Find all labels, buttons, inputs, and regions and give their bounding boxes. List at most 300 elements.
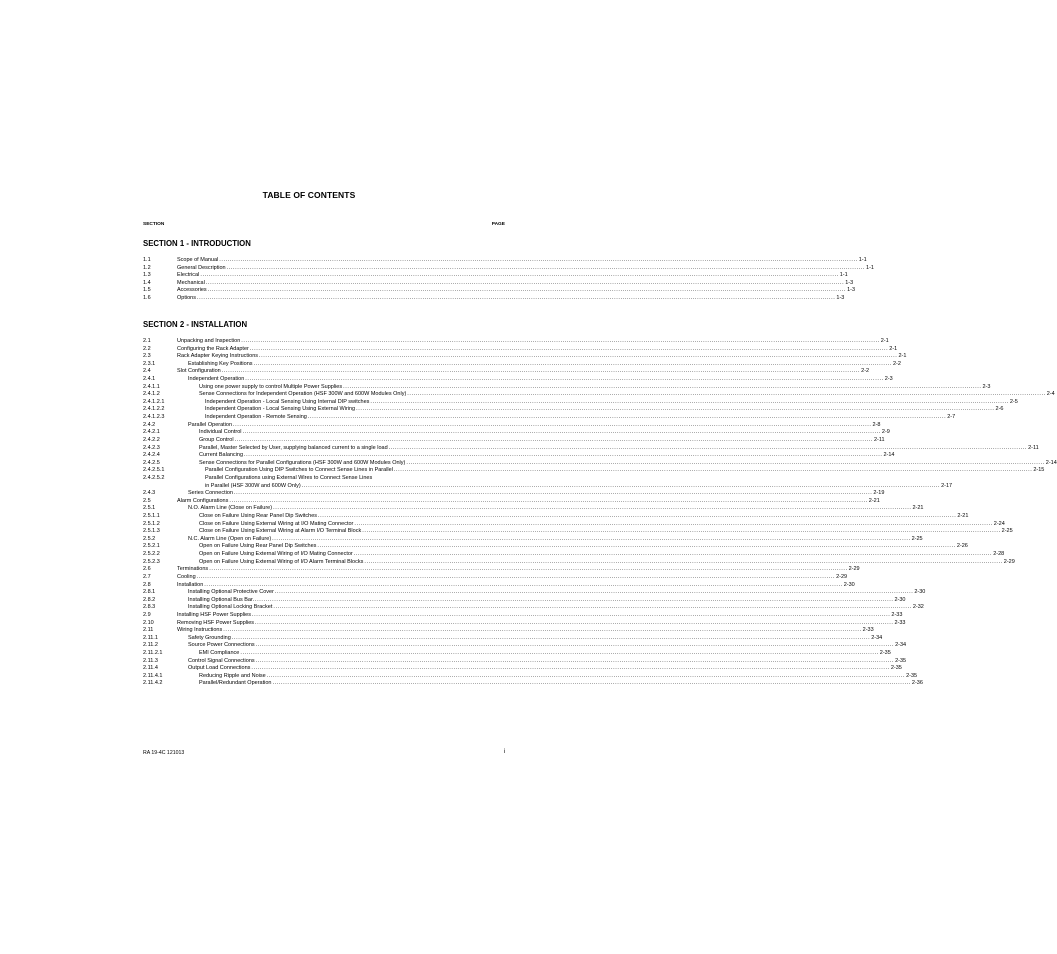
entry-title: Cooling	[177, 573, 196, 580]
toc-entry[interactable]	[143, 513, 969, 521]
entry-page: 1-1	[866, 264, 874, 271]
dot-leader: ............................................................................................................................................................................................................................................................................................................	[273, 604, 912, 611]
entry-title: in Parallel (HSF 300W and 600W Only)	[205, 482, 301, 489]
entry-number: 2.5.1	[143, 505, 156, 512]
dot-leader: ............................................................................................................................................................................................................................................................................................................	[196, 573, 836, 580]
entry-leader-line	[205, 482, 953, 491]
dot-leader: ............................................................................................................................................................................................................................................................................................................	[343, 383, 982, 390]
section-1-heading: SECTION 1 - INTRODUCTION	[143, 239, 251, 248]
entry-title: Unpacking and Inspection	[177, 338, 241, 344]
entry-leader-line	[199, 383, 991, 392]
dot-leader: ............................................................................................................................................................................................................................................................................................................	[226, 264, 866, 271]
entry-leader-line	[177, 611, 903, 620]
entry-title: Rack Adapter Keying Instructions	[177, 353, 259, 360]
entry-page: 2-9	[881, 429, 890, 436]
entry-leader-line	[177, 566, 860, 574]
entry-leader-line	[199, 528, 1013, 536]
dot-leader: ............................................................................................................................................................................................................................................................................................................	[233, 490, 873, 497]
entry-number: 2.4.1.2.2	[143, 406, 165, 413]
dot-leader: ............................................................................................................................................................................................................................................................................................................	[362, 528, 1001, 535]
entry-number: 2.8.1	[143, 589, 156, 596]
entry-page: 2-36	[911, 680, 923, 687]
toc-entry[interactable]	[143, 353, 907, 361]
toc-entry[interactable]	[143, 287, 856, 295]
entry-page: 2-21	[912, 505, 924, 512]
dot-leader: ............................................................................................................................................................................................................................................................................................................	[266, 672, 906, 679]
entry-page: 2-29	[836, 573, 848, 580]
dot-leader: ............................................................................................................................................................................................................................................................................................................	[272, 680, 911, 687]
dot-leader: ............................................................................................................................................................................................................................................................................................................	[272, 535, 911, 542]
page-column-header: PAGE	[491, 222, 505, 227]
entry-number: 2.8.2	[143, 596, 156, 603]
dot-leader: ............................................................................................................................................................................................................................................................................................................	[353, 551, 993, 558]
dot-leader: ............................................................................................................................................................................................................................................................................................................	[240, 649, 879, 656]
entry-page: 1-1	[839, 272, 848, 279]
entry-number: 2.4.1.2.1	[143, 398, 165, 405]
entry-number: 2.4.1	[143, 376, 156, 383]
dot-leader: ............................................................................................................................................................................................................................................................................................................	[233, 421, 872, 428]
entry-title: Close on Failure Using External Wiring at I/O Mating Connector	[199, 520, 354, 527]
entry-number: 2.8.3	[143, 604, 156, 611]
toc-entry[interactable]	[143, 528, 1013, 536]
toc-entry[interactable]	[143, 558, 1015, 567]
entry-title: Installing HSF Power Supplies	[177, 611, 251, 618]
entry-title: Parallel/Redundant Operation	[199, 680, 272, 687]
toc-entry[interactable]	[143, 596, 906, 605]
entry-number: 2.7	[143, 573, 151, 580]
entry-title: Alarm Configurations	[177, 497, 229, 504]
toc-entry[interactable]	[143, 566, 860, 574]
entry-title: Installation	[177, 581, 204, 588]
dot-leader: ............................................................................................................................................................................................................................................................................................................	[249, 345, 889, 352]
page-number: i	[503, 749, 505, 755]
toc-entry[interactable]	[143, 452, 895, 460]
dot-leader: ............................................................................................................................................................................................................................................................................................................	[317, 543, 956, 550]
entry-title: Removing HSF Power Supplies	[177, 619, 255, 626]
entry-number: 2.5.2	[143, 535, 156, 542]
entry-page: 2-29	[1003, 558, 1015, 565]
toc-entry[interactable]	[143, 505, 924, 513]
toc-entry[interactable]	[143, 421, 881, 430]
toc-entry[interactable]	[143, 657, 907, 666]
entry-title: Installing Optional Locking Bracket	[188, 604, 273, 611]
toc-entry[interactable]	[143, 649, 891, 658]
entry-leader-line	[205, 467, 1045, 475]
section-1-entries	[143, 257, 874, 303]
entry-page: 2-26	[956, 543, 968, 550]
entry-number: 2.4.3	[143, 490, 156, 497]
entry-title: Parallel Configuration Using DIP Switches to Connect Sense Lines in Parallel	[205, 467, 393, 474]
entry-leader-line	[177, 295, 845, 303]
entry-title: Slot Configuration	[177, 368, 221, 375]
entry-title: Terminations	[177, 566, 209, 573]
toc-entry[interactable]	[143, 444, 1039, 453]
entry-leader-line	[205, 398, 1018, 407]
entry-number: 2.5	[143, 497, 151, 504]
entry-leader-line	[199, 459, 1057, 468]
toc-entry[interactable]	[143, 680, 923, 688]
entry-page: 2-4	[1046, 391, 1055, 398]
entry-number: 2.6	[143, 566, 151, 573]
entry-page: 2-15	[1033, 467, 1045, 474]
entry-leader-line	[199, 543, 968, 551]
entry-number: 2.3.1	[143, 360, 156, 367]
entry-leader-line	[199, 649, 891, 658]
toc-entry[interactable]	[143, 642, 907, 650]
entry-title: Individual Control	[199, 429, 242, 436]
entry-number: 2.4.2.2	[143, 436, 160, 443]
entry-number: 2.4.2.3	[143, 444, 160, 451]
entry-leader-line	[177, 338, 889, 346]
dot-leader: ............................................................................................................................................................................................................................................................................................................	[245, 376, 884, 383]
entry-number: 2.9	[143, 611, 151, 618]
toc-entry[interactable]	[143, 338, 889, 346]
dot-leader: ............................................................................................................................................................................................................................................................................................................	[231, 634, 871, 641]
entry-page: 2-6	[995, 406, 1004, 413]
entry-page: 2-32	[912, 604, 924, 611]
entry-page: 2-35	[895, 657, 907, 664]
entry-page: 1-1	[858, 257, 867, 263]
dot-leader: ............................................................................................................................................................................................................................................................................................................	[251, 665, 890, 672]
entry-page: 2-11	[873, 436, 885, 443]
entry-title: Sense Connections for Parallel Configurations (HSF 300W and 600W Modules Only)	[199, 459, 406, 466]
toc-entry[interactable]	[143, 360, 901, 369]
entry-leader-line	[199, 672, 918, 681]
dot-leader: ............................................................................................................................................................................................................................................................................................................	[273, 505, 912, 512]
toc-entry[interactable]	[143, 627, 874, 635]
entry-page: 2-3	[884, 376, 893, 383]
toc-entry[interactable]	[143, 604, 924, 612]
entry-page: 2-24	[993, 520, 1005, 527]
toc-entry[interactable]	[143, 383, 991, 392]
entry-page: 1-3	[847, 287, 856, 294]
entry-number: 2.11.3	[143, 657, 158, 664]
entry-title: Parallel Operation	[188, 421, 233, 428]
entry-page: 2-2	[892, 360, 901, 367]
entry-title: Close on Failure Using External Wiring at Alarm I/O Terminal Block	[199, 528, 362, 535]
dot-leader: ............................................................................................................................................................................................................................................................................................................	[196, 295, 836, 302]
dot-leader: ............................................................................................................................................................................................................................................................................................................	[307, 414, 947, 421]
entry-title: Parallel Configurations using External Wires to Connect Sense Lines	[205, 474, 373, 481]
entry-leader-line	[177, 627, 874, 635]
entry-page: 2-1	[889, 345, 898, 352]
entry-number: 2.10	[143, 619, 154, 626]
entry-page: 2-33	[894, 619, 906, 626]
entry-number: 2.11.2.1	[143, 649, 163, 656]
entry-leader-line	[188, 589, 926, 597]
toc-entry[interactable]	[143, 272, 848, 280]
toc-entry[interactable]	[143, 459, 1057, 468]
entry-title: Output Load Connections	[188, 665, 251, 672]
entry-page: 2-34	[871, 634, 883, 641]
entry-leader-line	[188, 634, 883, 643]
entry-leader-line	[177, 279, 854, 288]
entry-leader-line	[199, 444, 1039, 453]
entry-leader-line	[199, 391, 1055, 399]
entry-page: 2-30	[843, 581, 855, 588]
entry-page: 1-3	[836, 295, 845, 302]
dot-leader: ............................................................................................................................................................................................................................................................................................................	[406, 459, 1045, 466]
entry-title: Installing Optional Bus Bar.	[188, 596, 255, 603]
entry-leader-line	[177, 573, 848, 582]
entry-title: Sense Connections for Independent Operation (HSF 300W and 600W Modules Only)	[199, 391, 407, 398]
dot-leader: ............................................................................................................................................................................................................................................................................................................	[229, 497, 868, 504]
dot-leader: ............................................................................................................................................................................................................................................................................................................	[393, 467, 1033, 474]
dot-leader: ............................................................................................................................................................................................................................................................................................................	[255, 642, 895, 649]
entry-title: Source Power Connections	[188, 642, 255, 649]
entry-number: 2.4.1.2	[143, 391, 160, 398]
entry-title: Options	[177, 295, 196, 302]
entry-page: 2-5	[1009, 398, 1018, 405]
entry-title: General Description	[177, 264, 226, 271]
entry-leader-line	[188, 642, 907, 650]
entry-title: Independent Operation - Local Sensing Using Internal DIP switches	[205, 398, 370, 405]
dot-leader: ............................................................................................................................................................................................................................................................................................................	[255, 596, 894, 603]
entry-number: 2.4.2	[143, 421, 156, 428]
entry-title: Independent Operation - Local Sensing Using External Wiring	[205, 406, 356, 413]
entry-number: 2.4.1.2.3	[143, 414, 165, 421]
entry-page: 2-35	[906, 672, 918, 679]
entry-number: 1.1	[143, 257, 151, 263]
entry-leader-line	[199, 452, 895, 460]
entry-leader-line	[199, 680, 923, 688]
dot-leader: ............................................................................................................................................................................................................................................................................................................	[244, 452, 883, 459]
entry-number: 2.5.2.1	[143, 543, 160, 550]
toc-entry[interactable]	[143, 345, 898, 354]
toc-entry[interactable]	[143, 543, 968, 551]
entry-leader-line	[199, 513, 969, 521]
entry-page: 2-34	[895, 642, 907, 649]
entry-title: Electrical	[177, 272, 200, 279]
toc-entry[interactable]	[143, 490, 885, 498]
toc-entry[interactable]	[143, 482, 953, 491]
entry-title: Accessories	[177, 287, 207, 294]
toc-entry[interactable]	[143, 611, 903, 620]
entry-leader-line	[177, 368, 870, 376]
dot-leader: ............................................................................................................................................................................................................................................................................................................	[207, 287, 847, 294]
entry-title: Safety Grounding	[188, 634, 231, 641]
toc-entry[interactable]	[143, 573, 848, 582]
entry-leader-line	[177, 353, 907, 361]
entry-number: 2.4.2.5.1	[143, 467, 165, 474]
dot-leader: ............................................................................................................................................................................................................................................................................................................	[259, 353, 898, 360]
dot-leader: ............................................................................................................................................................................................................................................................................................................	[200, 272, 839, 279]
dot-leader: ............................................................................................................................................................................................................................................................................................................	[242, 429, 881, 436]
dot-leader: ............................................................................................................................................................................................................................................................................................................	[388, 444, 1028, 451]
entry-number: 2.1	[143, 338, 151, 344]
entry-page: 2-25	[1001, 528, 1013, 535]
entry-number: 2.11	[143, 627, 154, 634]
entry-title: N.O. Alarm Line (Close on Failure)	[188, 505, 273, 512]
entry-page: 2-33	[891, 611, 903, 618]
toc-entry[interactable]	[143, 406, 1004, 414]
toc-entry[interactable]	[143, 634, 883, 643]
dot-leader: ............................................................................................................................................................................................................................................................................................................	[274, 589, 914, 596]
entry-leader-line	[177, 345, 898, 354]
toc-entry[interactable]	[143, 589, 926, 597]
toc-entry[interactable]	[143, 391, 1055, 399]
entry-number: 2.4.2.5.2	[143, 474, 165, 481]
toc-entry[interactable]	[143, 376, 893, 384]
dot-leader: ............................................................................................................................................................................................................................................................................................................	[234, 436, 873, 443]
dot-leader: ............................................................................................................................................................................................................................................................................................................	[354, 520, 993, 527]
entry-leader-line	[199, 551, 1005, 559]
entry-leader-line	[177, 272, 848, 280]
entry-page: 2-8	[872, 421, 881, 428]
entry-page: 2-35	[879, 649, 891, 656]
toc-entry[interactable]	[143, 429, 890, 437]
entry-number: 2.11.4.1	[143, 672, 163, 679]
entry-title: Configuring the Rack Adapter	[177, 345, 249, 352]
entry-title: N.C. Alarm Line (Open on Failure)	[188, 535, 272, 542]
entry-leader-line	[177, 257, 867, 265]
entry-page: 2-33	[862, 627, 874, 634]
toc-entry[interactable]	[143, 279, 854, 288]
entry-leader-line	[188, 535, 923, 544]
dot-leader: ............................................................................................................................................................................................................................................................................................................	[370, 398, 1009, 405]
entry-title: Using one power supply to control Multiple Power Supplies	[199, 383, 343, 390]
entry-page: 2-30	[894, 596, 906, 603]
toc-entry[interactable]	[143, 257, 867, 265]
dot-leader: ............................................................................................................................................................................................................................................................................................................	[209, 566, 848, 573]
entry-number: 2.11.4	[143, 665, 158, 672]
toc-entry[interactable]	[143, 535, 923, 544]
entry-number: 2.4	[143, 368, 151, 375]
entry-number: 2.5.2.2	[143, 551, 160, 558]
entry-leader-line	[188, 604, 924, 612]
entry-title: Wiring Instructions	[177, 627, 223, 634]
entry-page: 2-21	[957, 513, 969, 520]
entry-leader-line	[205, 406, 1004, 414]
toc-entry[interactable]	[143, 581, 855, 590]
toc-entry[interactable]	[143, 295, 845, 303]
entry-title: Open on Failure Using External Wiring of I/O Mating Connector	[199, 551, 353, 558]
entry-page: 2-2	[861, 368, 870, 375]
dot-leader: ............................................................................................................................................................................................................................................................................................................	[223, 627, 862, 634]
entry-leader-line	[188, 376, 893, 384]
dot-leader: ............................................................................................................................................................................................................................................................................................................	[356, 406, 995, 413]
entry-page: 2-1	[898, 353, 907, 360]
entry-page: 2-21	[868, 497, 880, 504]
entry-title: Open on Failure Using External Wiring of I/O Alarm Terminal Blocks	[199, 558, 364, 565]
entry-title: Independent Operation - Remote Sensing	[205, 414, 307, 421]
entry-number: 1.3	[143, 272, 151, 279]
entry-title: Mechanical	[177, 279, 205, 286]
entry-page: 2-1	[880, 338, 889, 344]
entry-leader-line	[188, 596, 906, 605]
dot-leader: ............................................................................................................................................................................................................................................................................................................	[241, 338, 880, 344]
entry-number: 2.11.1	[143, 634, 158, 641]
entry-leader-line	[177, 497, 880, 506]
entry-leader-line	[199, 558, 1015, 567]
toc-entry[interactable]	[143, 497, 880, 506]
entry-title: EMI Compliance	[199, 649, 240, 656]
entry-leader-line	[177, 581, 855, 590]
entry-number: 1.6	[143, 295, 151, 302]
entry-page: 2-3	[982, 383, 991, 390]
entry-number: 2.4.2.5	[143, 459, 160, 466]
entry-number: 2.5.1.3	[143, 528, 160, 535]
toc-entry[interactable]	[143, 414, 956, 422]
section-column-header: SECTION	[143, 222, 165, 227]
entry-leader-line	[205, 414, 956, 422]
dot-leader: ............................................................................................................................................................................................................................................................................................................	[255, 619, 894, 626]
toc-entry[interactable]	[143, 475, 505, 483]
entry-number: 2.4.1.1	[143, 383, 160, 390]
entry-number: 2.4.2.1	[143, 429, 160, 436]
toc-entry[interactable]	[143, 368, 870, 376]
toc-entry[interactable]	[143, 520, 1005, 529]
entry-title: Installing Optional Protective Cover	[188, 589, 274, 596]
entry-title: Scope of Manual	[177, 257, 219, 263]
entry-page: 2-29	[848, 566, 860, 573]
entry-page: 2-14	[1045, 459, 1057, 466]
document-title: TABLE OF CONTENTS	[262, 190, 356, 200]
entry-page: 2-14	[883, 452, 895, 459]
dot-leader: ............................................................................................................................................................................................................................................................................................................	[255, 657, 895, 664]
entry-page: 2-17	[941, 482, 953, 489]
entry-title: Open on Failure Using Rear Panel Dip Switches	[199, 543, 317, 550]
section-2-heading: SECTION 2 - INSTALLATION	[143, 320, 248, 329]
toc-entry[interactable]	[143, 619, 906, 628]
entry-title: Parallel, Master Selected by User, supplying balanced current to a single load	[199, 444, 388, 451]
dot-leader: ............................................................................................................................................................................................................................................................................................................	[204, 581, 843, 588]
entry-leader-line	[188, 505, 924, 513]
entry-number: 1.5	[143, 287, 151, 294]
entry-leader-line	[188, 490, 885, 498]
entry-number: 2.4.2.4	[143, 452, 160, 459]
dot-leader: ............................................................................................................................................................................................................................................................................................................	[219, 257, 858, 263]
entry-page: 2-35	[890, 665, 902, 672]
section-2-entries	[143, 338, 1057, 688]
entry-number: 2.5.1.2	[143, 520, 160, 527]
entry-title: Reducing Ripple and Noise	[199, 672, 266, 679]
entry-number: 2.5.2.3	[143, 558, 160, 565]
entry-leader-line	[188, 421, 881, 430]
entry-title: Control Signal Connections	[188, 657, 255, 664]
entry-number: 2.3	[143, 353, 151, 360]
entry-page: 1-3	[845, 279, 854, 286]
dot-leader: ............................................................................................................................................................................................................................................................................................................	[253, 360, 892, 367]
entry-number: 2.11.4.2	[143, 680, 163, 687]
dot-leader: ............................................................................................................................................................................................................................................................................................................	[318, 513, 957, 520]
entry-page: 2-28	[993, 551, 1005, 558]
toc-entry[interactable]	[143, 665, 902, 673]
entry-page: 2-11	[1028, 444, 1039, 451]
entry-leader-line	[199, 429, 890, 437]
toc-entry[interactable]	[143, 264, 874, 273]
entry-number: 2.11.2	[143, 642, 158, 649]
toc-entry[interactable]	[143, 398, 1018, 407]
entry-leader-line	[205, 475, 505, 483]
dot-leader: ............................................................................................................................................................................................................................................................................................................	[221, 368, 861, 375]
entry-number: 1.2	[143, 264, 151, 271]
dot-leader: ............................................................................................................................................................................................................................................................................................................	[251, 611, 891, 618]
entry-title: Current Balancing	[199, 452, 244, 459]
entry-page: 2-19	[873, 490, 885, 497]
toc-entry[interactable]	[143, 467, 1045, 475]
entry-title: Establishing Key Positions	[188, 360, 253, 367]
toc-entry[interactable]	[143, 436, 885, 445]
toc-entry[interactable]	[143, 551, 1005, 559]
entry-leader-line	[188, 665, 902, 673]
toc-entry[interactable]	[143, 672, 918, 681]
entry-number: 1.4	[143, 279, 151, 286]
entry-leader-line	[177, 287, 856, 295]
entry-title: Independent Operation	[188, 376, 245, 383]
entry-leader-line	[188, 657, 907, 666]
entry-page: 2-25	[911, 535, 923, 542]
